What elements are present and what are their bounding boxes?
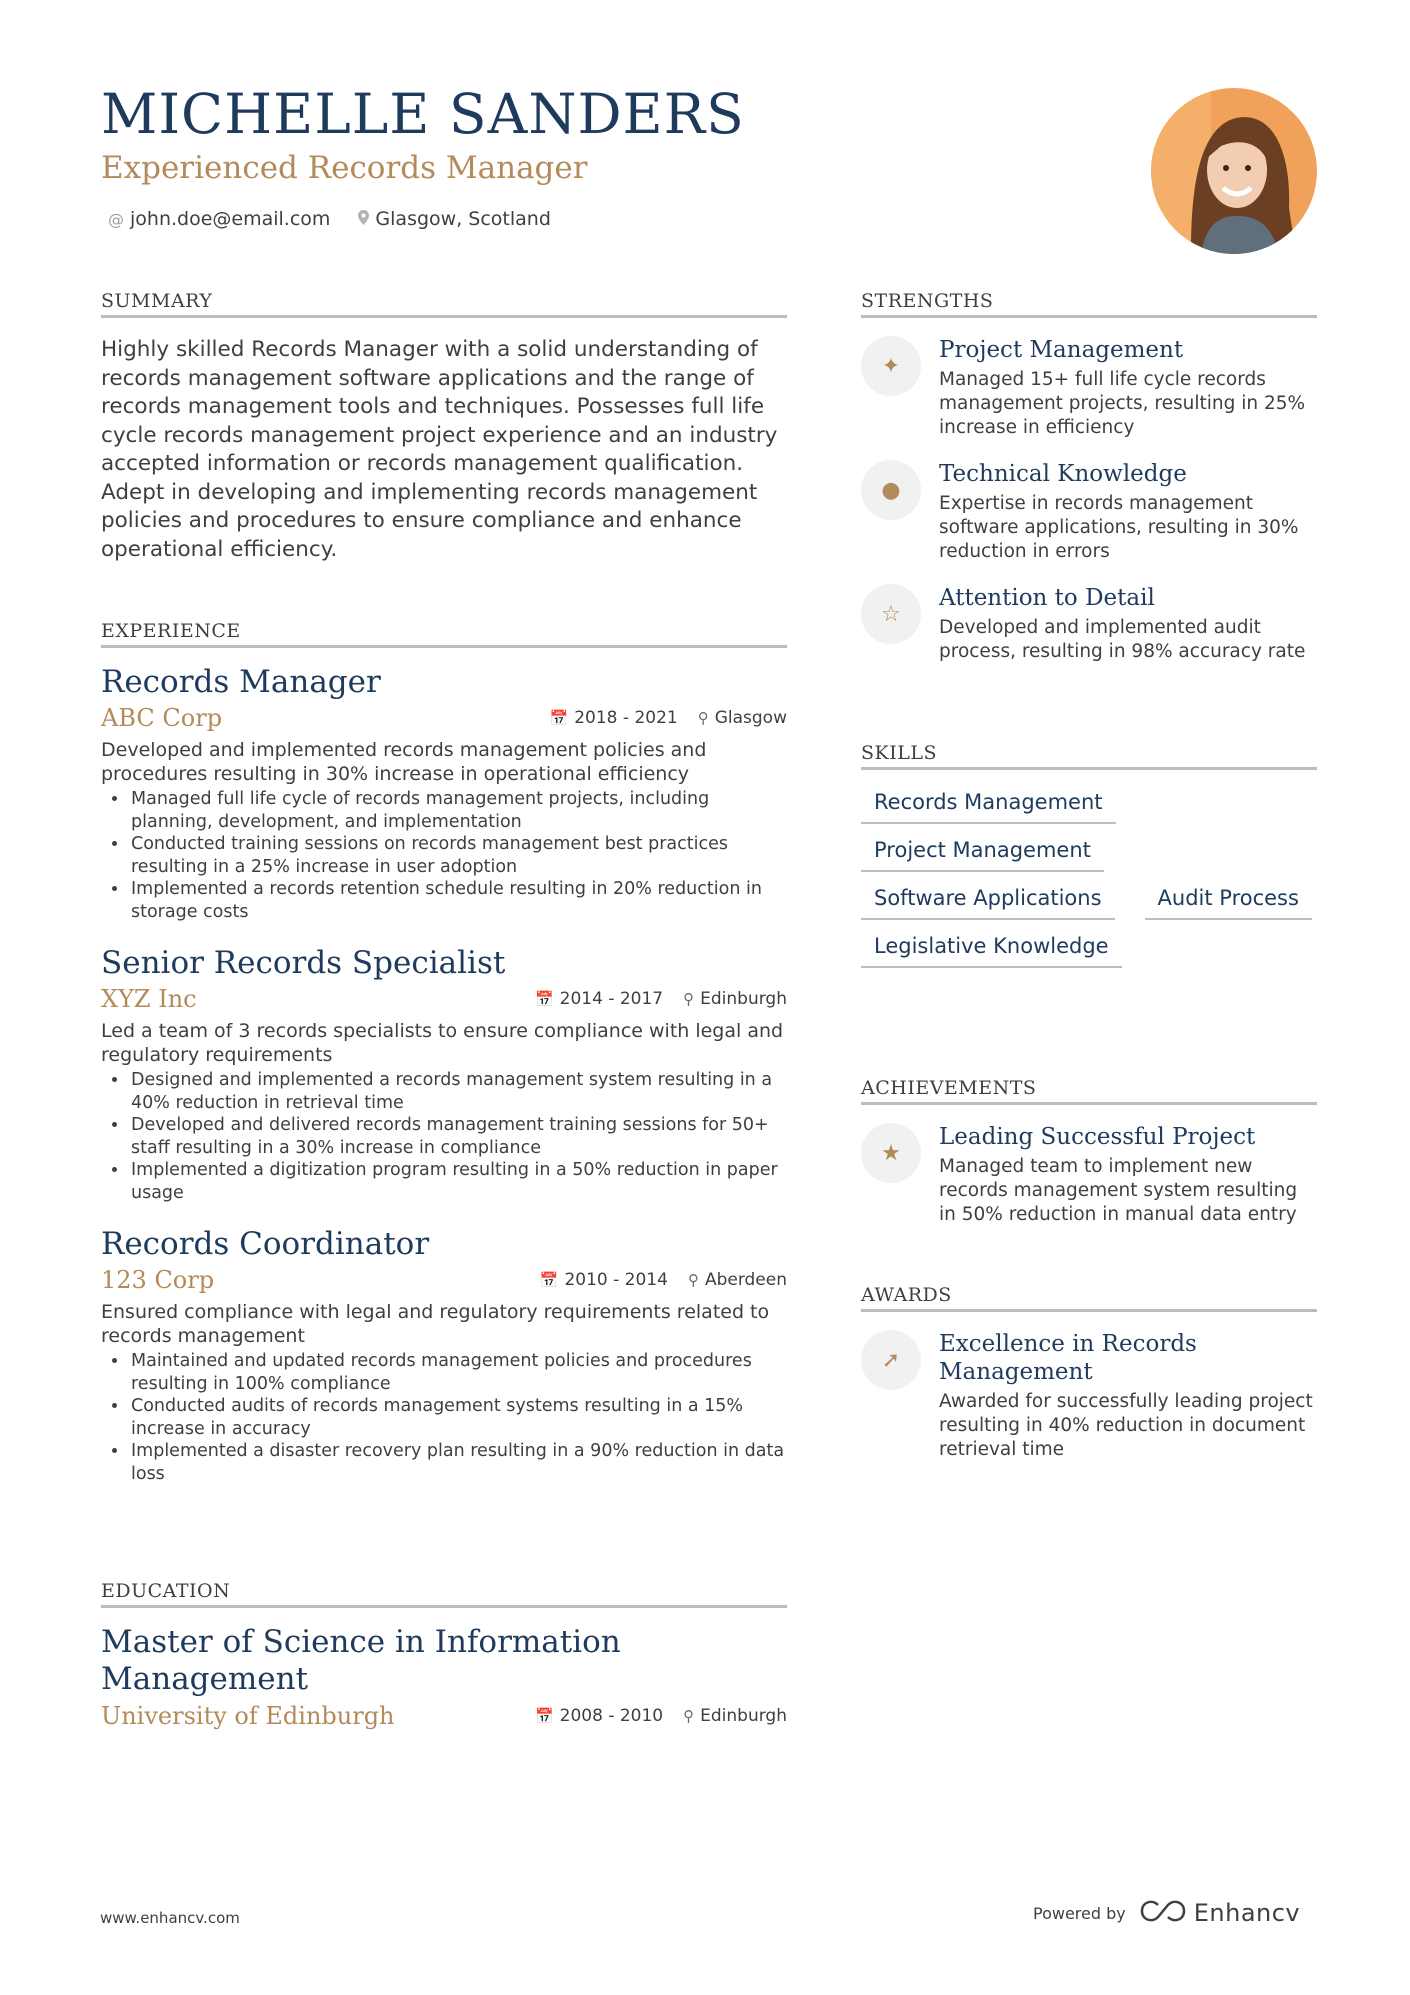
footer-branding[interactable] xyxy=(1033,1899,1300,1927)
education-dates: 2008 - 2010 xyxy=(559,1706,664,1726)
strength-desc: Developed and implemented audit process, resulting in 98% accuracy rate xyxy=(939,617,1306,662)
job-dates: 2010 - 2014 xyxy=(564,1270,668,1290)
job-description: Led a team of 3 records specialists to ensure compliance with legal and regulatory requirements xyxy=(101,1020,784,1066)
strength-item xyxy=(861,460,1317,564)
star-half-icon: ★ xyxy=(861,1123,921,1183)
summary-text: Highly skilled Records Manager with a solid understanding of records management software applications and the range of records management tools and techniques. Possesses full life cycle records management project experience and an industry accepted information or records management qualification. Adept in developing and implementing records management policies and procedures to ensure compliance and enhance operational efficiency. xyxy=(101,337,778,562)
achievements-heading: ACHIEVEMENTS xyxy=(861,1077,1317,1105)
award-item xyxy=(861,1330,1317,1462)
summary-section xyxy=(101,290,787,564)
job-title: Senior Records Specialist xyxy=(101,945,506,981)
calendar-icon: 📅 xyxy=(549,709,569,727)
location-text: Glasgow, Scotland xyxy=(375,208,551,230)
awards-section xyxy=(861,1284,1317,1462)
skill-tag: Legislative Knowledge xyxy=(861,920,1122,968)
strength-desc: Managed 15+ full life cycle records management projects, resulting in 25% increase in efficiency xyxy=(939,369,1306,438)
award-desc: Awarded for successfully leading project resulting in 40% reduction in document retrieval time xyxy=(939,1391,1313,1460)
list-item: • Conducted audits of records management systems resulting in a 15% increase in accuracy xyxy=(129,1395,787,1440)
school-name: University of Edinburgh xyxy=(101,1702,395,1730)
contact-info xyxy=(108,208,551,230)
achievement-desc: Managed team to implement new records management system resulting in 50% reduction in manual data entry xyxy=(939,1156,1298,1225)
list-item: • Designed and implemented a records management system resulting in a 40% reduction in retrieval time xyxy=(129,1069,787,1114)
job-bullets xyxy=(101,1350,787,1485)
skills-list xyxy=(861,776,1317,968)
candidate-title: Experienced Records Manager xyxy=(101,150,588,186)
list-item: • Implemented a disaster recovery plan resulting in a 90% reduction in data loss xyxy=(129,1440,787,1485)
job-bullets xyxy=(101,1069,787,1204)
strength-item xyxy=(861,336,1317,440)
company-name: ABC Corp xyxy=(101,704,223,732)
summary-heading: SUMMARY xyxy=(101,290,787,318)
location-pin-icon: ⚲ xyxy=(683,990,695,1008)
location-pin-icon: ⚲ xyxy=(687,1271,699,1289)
enhancv-brand: Enhancv xyxy=(1193,1899,1301,1927)
list-item: • Conducted training sessions on records management best practices resulting in a 25% increase in user adoption xyxy=(129,833,787,878)
calendar-icon: 📅 xyxy=(534,1707,554,1725)
skill-tag: Audit Process xyxy=(1145,872,1312,920)
calendar-icon: 📅 xyxy=(534,990,554,1008)
awards-heading: AWARDS xyxy=(861,1284,1317,1312)
strengths-heading: STRENGTHS xyxy=(861,290,1317,318)
location-pin-icon: ⚲ xyxy=(683,1707,695,1725)
email-text: john.doe@email.com xyxy=(130,208,331,230)
company-name: 123 Corp xyxy=(101,1266,215,1294)
list-item: • Implemented a digitization program resulting in a 50% reduction in paper usage xyxy=(129,1159,787,1204)
strength-item xyxy=(861,584,1317,664)
candidate-name: MICHELLE SANDERS xyxy=(101,82,745,146)
degree-title: Master of Science in Information Management xyxy=(101,1624,621,1697)
brain-icon: ● xyxy=(861,460,921,520)
job-dates: 2014 - 2017 xyxy=(559,989,664,1009)
strength-title: Technical Knowledge xyxy=(939,461,1187,487)
job-location: Edinburgh xyxy=(700,989,787,1009)
achievement-title: Leading Successful Project xyxy=(939,1124,1256,1150)
skills-section xyxy=(861,742,1317,968)
powered-by-text: Powered by xyxy=(1033,1903,1126,1923)
job-title: Records Coordinator xyxy=(101,1226,430,1262)
skill-tag: Project Management xyxy=(861,824,1104,872)
achievements-section xyxy=(861,1077,1317,1227)
list-item: • Developed and delivered records management training sessions for 50+ staff resulting in a 30% increase in compliance xyxy=(129,1114,787,1159)
company-name: XYZ Inc xyxy=(101,985,197,1013)
trophy-icon: ➚ xyxy=(861,1330,921,1390)
list-item: • Maintained and updated records management policies and procedures resulting in 100% compliance xyxy=(129,1350,787,1395)
location-pin-icon xyxy=(358,210,369,229)
location-pin-icon: ⚲ xyxy=(697,709,709,727)
skills-heading: SKILLS xyxy=(861,742,1317,770)
contact-email[interactable] xyxy=(108,208,330,230)
job-title: Records Manager xyxy=(101,664,381,700)
job-description: Developed and implemented records management policies and procedures resulting in 30% increase in operational efficiency xyxy=(101,739,707,785)
job-entry xyxy=(101,664,787,923)
list-item: • Managed full life cycle of records management projects, including planning, development, and implementation xyxy=(129,788,787,833)
strengths-section xyxy=(861,290,1317,664)
star-outline-icon: ☆ xyxy=(861,584,921,644)
experience-section xyxy=(101,620,787,1485)
education-heading: EDUCATION xyxy=(101,1580,787,1608)
strength-desc: Expertise in records management software applications, resulting in 30% reduction in errors xyxy=(939,493,1299,562)
job-location: Aberdeen xyxy=(704,1270,787,1290)
achievement-item xyxy=(861,1123,1317,1227)
strength-title: Project Management xyxy=(939,337,1184,363)
at-icon: @ xyxy=(108,209,124,229)
experience-heading: EXPERIENCE xyxy=(101,620,787,648)
footer-website-link[interactable]: www.enhancv.com xyxy=(100,1909,240,1927)
calendar-icon: 📅 xyxy=(539,1271,559,1289)
job-entry xyxy=(101,945,787,1204)
enhancv-logo-icon xyxy=(1140,1899,1186,1927)
job-dates: 2018 - 2021 xyxy=(574,708,678,728)
list-item: • Implemented a records retention schedule resulting in 20% reduction in storage costs xyxy=(129,878,787,923)
strength-title: Attention to Detail xyxy=(939,585,1155,611)
job-description: Ensured compliance with legal and regulatory requirements related to records management xyxy=(101,1301,770,1347)
skill-tag: Software Applications xyxy=(861,872,1115,920)
profile-photo xyxy=(1151,88,1317,254)
job-bullets xyxy=(101,788,787,923)
award-title: Excellence in Records Management xyxy=(939,1331,1197,1385)
magic-wand-icon: ✦ xyxy=(861,336,921,396)
skill-tag: Records Management xyxy=(861,776,1116,824)
education-section xyxy=(101,1580,787,1730)
contact-location xyxy=(358,208,550,230)
job-location: Glasgow xyxy=(714,708,787,728)
education-location: Edinburgh xyxy=(700,1706,787,1726)
job-entry xyxy=(101,1226,787,1485)
